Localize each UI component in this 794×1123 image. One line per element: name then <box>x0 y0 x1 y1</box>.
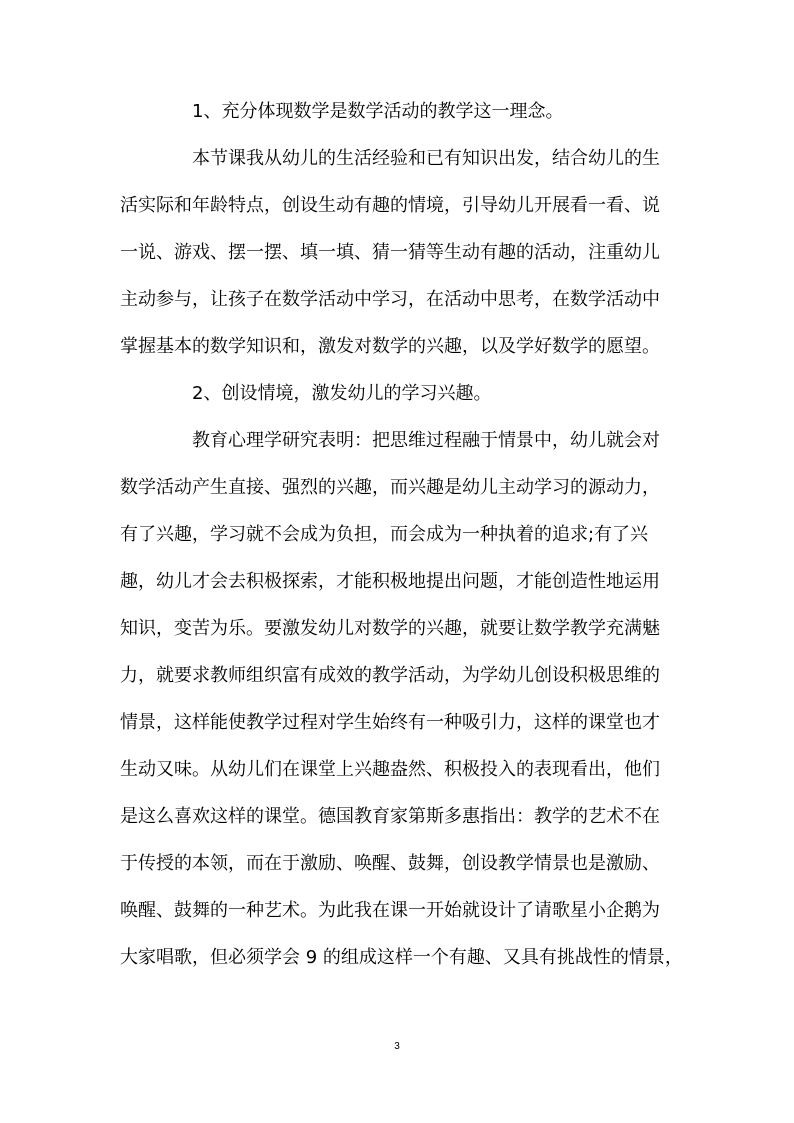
paragraph-line: 本节课我从幼儿的生活经验和已有知识出发，结合幼儿的生 <box>192 148 660 169</box>
paragraph-line: 数学活动产生直接、强烈的兴趣，而兴趣是幼儿主动学习的源动力， <box>120 477 660 498</box>
heading-point-1: 1、充分体现数学是数学活动的教学这一理念。 <box>192 101 564 122</box>
paragraph-line: 趣，幼儿才会去积极探索，才能积极地提出问题，才能创造性地运用 <box>120 571 660 592</box>
paragraph-line: 活实际和年龄特点，创设生动有趣的情境，引导幼儿开展看一看、说 <box>120 195 660 216</box>
paragraph-line: 情景，这样能使教学过程对学生始终有一种吸引力，这样的课堂也才 <box>120 712 660 733</box>
paragraph-line: 于传授的本领，而在于激励、唤醒、鼓舞，创设教学情景也是激励、 <box>120 853 660 874</box>
paragraph-line: 有了兴趣，学习就不会成为负担，而会成为一种执着的追求;有了兴 <box>120 524 649 545</box>
paragraph-line: 掌握基本的数学知识和，激发对数学的兴趣，以及学好数学的愿望。 <box>120 336 660 357</box>
paragraph-line: 大家唱歌，但必须学会 9 的组成这样一个有趣、又具有挑战性的情景， <box>120 947 683 968</box>
page-number: 3 <box>394 1041 400 1052</box>
paragraph-line: 是这么喜欢这样的课堂。德国教育家第斯多惠指出：教学的艺术不在 <box>120 806 660 827</box>
paragraph-line: 力，就要求教师组织富有成效的教学活动，为学幼儿创设积极思维的 <box>120 665 660 686</box>
paragraph-line: 主动参与，让孩子在数学活动中学习，在活动中思考，在数学活动中 <box>120 289 660 310</box>
paragraph-line: 生动又味。从幼儿们在课堂上兴趣盎然、积极投入的表现看出，他们 <box>120 759 660 780</box>
paragraph-line: 教育心理学研究表明：把思维过程融于情景中，幼儿就会对 <box>192 430 660 451</box>
paragraph-line: 一说、游戏、摆一摆、填一填、猜一猜等生动有趣的活动，注重幼儿 <box>120 242 660 263</box>
paragraph-line: 唤醒、鼓舞的一种艺术。为此我在课一开始就设计了请歌星小企鹅为 <box>120 900 660 921</box>
heading-point-2: 2、创设情境，激发幼儿的学习兴趣。 <box>192 383 492 404</box>
paragraph-line: 知识，变苦为乐。要激发幼儿对数学的兴趣，就要让数学教学充满魅 <box>120 618 660 639</box>
